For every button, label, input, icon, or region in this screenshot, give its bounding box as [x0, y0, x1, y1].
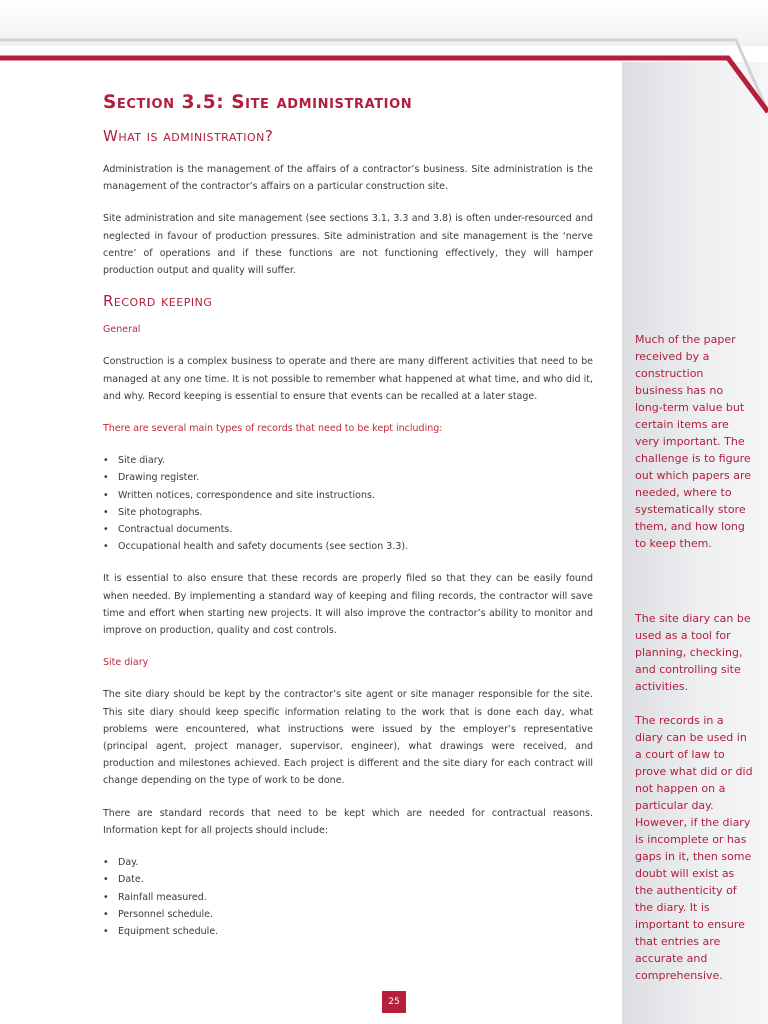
sidenote-site-diary-tool: The site diary can be used as a tool for planning, checking, and controlling site activities. — [635, 612, 751, 693]
general-subheading: General — [103, 324, 141, 336]
main-content — [103, 88, 593, 940]
diary-list-item: • Equipment schedule. — [103, 923, 593, 940]
sidenote-diary-records: The records in a diary can be used in a court of law to prove what did or did not happen on a particular day. However, if the diary is incomplete or has gaps in it, then some doubt will exist as the authenticity of the diary. It is important to ensure that entries are accurate and comprehensive. — [635, 714, 753, 982]
records-list-item: • Site diary. — [103, 452, 593, 469]
site-diary-paragraph-2: There are standard records that need to be kept which are needed for contractual reasons. Information kept for all projects should include: — [103, 807, 593, 836]
records-list-item: • Drawing register. — [103, 469, 593, 486]
records-list-item: • Site photographs. — [103, 504, 593, 521]
sidenote-paper: Much of the paper received by a construction business has no long-term value but certain items are very important. The challenge is to figure out which papers are needed, where to systematically store them, and how long to keep them. — [635, 333, 752, 550]
section-title: Section 3.5: Site administration — [103, 92, 413, 113]
admin-paragraph-2: Site administration and site management (see sections 3.1, 3.3 and 3.8) is often under-resourced and neglected in favour of production pressures. Site administration and site management is the ‘nerve centre’ of operations and if these functions are not functioning effectively, they will hamper production output and quality will suffer. — [103, 213, 593, 277]
page-number: 25 — [382, 991, 406, 1013]
admin-heading: What is administration? — [103, 127, 274, 145]
diary-list-item: • Personnel schedule. — [103, 906, 593, 923]
admin-paragraph-1: Administration is the management of the affairs of a contractor’s business. Site administration is the management of the contractor’s affairs on a particular construction site. — [103, 164, 593, 193]
filing-paragraph: It is essential to also ensure that these records are properly filed so that they can be easily found when needed. By implementing a standard way of keeping and filing records, the contractor will save time and effort when starting new projects. It will also improve the contractor’s ability to monitor and improve on production, quality and cost controls. — [103, 573, 593, 637]
diary-list-item: • Day. — [103, 854, 593, 871]
record-keeping-heading: Record keeping — [103, 292, 213, 311]
diary-list — [103, 854, 593, 940]
records-intro: There are several main types of records that need to be kept including: — [103, 423, 443, 435]
records-list-item: • Contractual documents. — [103, 521, 593, 538]
records-list-item: • Written notices, correspondence and site instructions. — [103, 487, 593, 504]
records-list — [103, 452, 593, 555]
diary-list-item: • Rainfall measured. — [103, 889, 593, 906]
site-diary-paragraph-1: The site diary should be kept by the contractor’s site agent or site manager responsible for the site. This site diary should keep specific information relating to the work that is done each day, what problems were encountered, what instructions were issued by the employer’s representative (principal agent, project manager, supervisor, engineer), what drawings were received, and production and milestones achieved. Each project is different and the site diary for each contract will change depending on the type of work to be done. — [103, 689, 593, 787]
records-list-item: • Occupational health and safety documents (see section 3.3). — [103, 538, 593, 555]
general-paragraph: Construction is a complex business to operate and there are many different activities that need to be managed at any one time. It is not possible to remember what happened at what time, and who did it, and why. Record keeping is essential to ensure that events can be recalled at a later stage. — [103, 356, 593, 402]
diary-list-item: • Date. — [103, 871, 593, 888]
site-diary-subheading: Site diary — [103, 657, 149, 669]
